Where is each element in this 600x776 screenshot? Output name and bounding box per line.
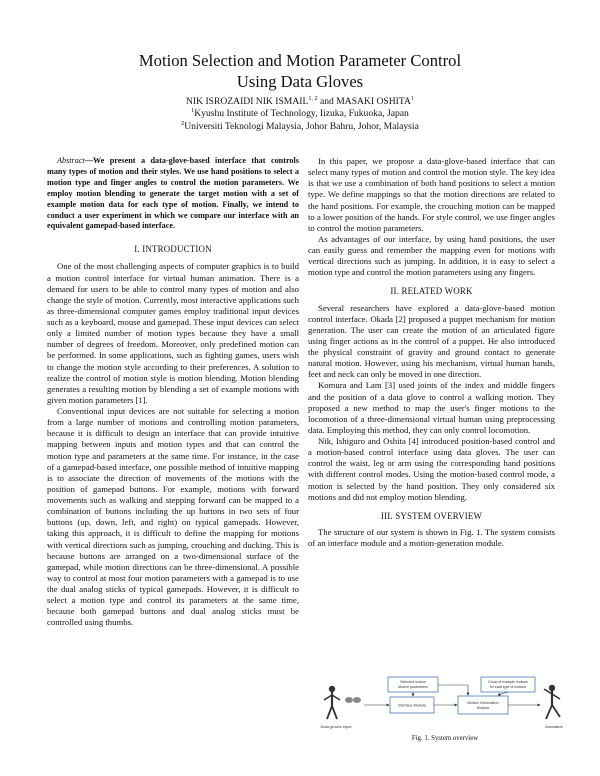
affiliation-1: $^1$Kyushu Institute of Technology, Iizuka, Fukuoka, Japan xyxy=(191,107,409,120)
author-2: MASAKI OSHITA xyxy=(336,96,411,107)
motion-generation-sub-label: Module xyxy=(476,706,490,710)
intro-paragraph-2: Conventional input devices are not suitable for selecting a motion from a large number of motions and controlling motion parameters, because it is difficult to design an interface that can provide intuitive mapping between inputs and motion types and that can control the motion type and parameters at the same time. For instance, in the case of a gamepad-based interface, one possible method of intuitive mapping is to associate the direction of movements of the motions with the position of gamepad buttons. For example, motions with forward movements such as walking and stepping forward can be mapped to a combination of buttons including the up buttons in two sets of four buttons (up, down, left, and right) on typical gamepads. However, taking this approach, it is difficult to define the mapping for motions with vertical directions such as jumping, crouching and ducking. This is because buttons are arranged on a two-dimensional surface of the gamepad, while motion directions can be three-dimensional. A possible way to control at most four motion parameters with a gamepad is to use the dual analog sticks of typical gamepads. However, it is difficult to select a motion type and control its parameters at the same time, because both gamepad buttons and dual analog sticks must be controlled using thumbs. xyxy=(47,406,299,628)
title-line-2: Using Data Gloves xyxy=(236,72,364,91)
motion-generation-label: Motion Generation xyxy=(467,701,499,705)
figure-caption: Fig. 1. System overview xyxy=(411,735,479,742)
author-1-affil: 1, 2 xyxy=(308,94,318,102)
abstract xyxy=(47,156,299,232)
system-paragraph-1: The structure of our system is shown in Fig. 1. The system consists of an interface module and a motion-generation module. xyxy=(308,526,555,548)
right-column xyxy=(308,156,555,549)
author-line xyxy=(0,96,600,108)
interface-module-label: Interface Module xyxy=(397,703,427,708)
section-heading-system-overview: III. SYSTEM OVERVIEW xyxy=(380,510,483,521)
author-2-affil: 1 xyxy=(410,94,414,102)
related-paragraph-1: Several researchers have explored a data-glove-based motion control interface. Okada [2] proposed a puppet mechanism for motion generation. The user can create the motion of an articulated figure using finger actions as in the control of a puppet. He also introduced the physical constraint of gravity and ground contact to generate natural motion. However, using his mechanism, virtual human hands, feet and neck can only be moved in one direction. xyxy=(308,302,555,380)
intro-paragraph-4: As advantages of our interface, by using hand positions, the user can easily guess and remember the mapping even for motions with vertical directions such as jumping. In addition, it is easy to select a motion type and control the motion parameters using any fingers. xyxy=(308,233,555,278)
section-heading-related-work: II. RELATED WORK xyxy=(390,286,473,297)
selected-motion-label: Selected motion xyxy=(400,680,426,684)
author-and: and xyxy=(317,96,337,107)
animation-label: Animation xyxy=(545,724,563,729)
intro-paragraph-3: In this paper, we propose a data-glove-based interface that can select many types of motion and control the motion style. The key idea is that we use a combination of both hand positions to select a motion type. We define mappings so that the motion directions are related to the hand positions. For example, the crouching motion can be mapped to a lower position of the hands. For style control, we use finger angles to control the motion parameters. xyxy=(308,156,555,233)
section-heading-introduction: I. INTRODUCTION xyxy=(134,244,212,255)
motion-generation-box xyxy=(458,696,508,714)
figure-system-overview xyxy=(318,675,572,731)
author-1: NIK ISROZAIDI NIK ISMAIL xyxy=(186,96,309,107)
intro-paragraph-1: One of the most challenging aspects of computer graphics is to build a motion control interface for virtual human animation. There is a demand for users to be able to control many types of motion and also change the style of motion. Currently, most interactive applications such as three-dimensional computer games employ traditional input devices such as a keyboard, mouse and gamepad. These input devices can select only a limited number of motion types because they have a small number of degrees of freedom. Moreover, only predefined motion can be performed. In some applications, such as fighting games, users wish to change the motion style according to their preferences. A solution to realize the control of motion style is motion blending. Motion blending generates a resulting motion by blending a set of example motions with given motion parameters [1]. xyxy=(47,261,299,405)
example-motions-sub-label: for each type of motions xyxy=(489,685,527,689)
motion-parameters-label: Motion parameters xyxy=(398,685,428,689)
abstract-text: —We present a data-glove-based interface that controls many types of motion and their styles. We use hand positions to select a motion type and finger angles to control the motion parameters. We employ motion blending to generate the target motion with a set of example motion data for each type of motion. Finally, we intend to conduct a user experiment in which we compare our interface with an equivalent gamepad-based interface. xyxy=(47,156,299,231)
related-paragraph-2: Komura and Lam [3] used joints of the index and middle fingers and the position of a data glove to control a walking motion. They proposed a new method to map the user's finger motions to the locomotion of a three-dimensional virtual human using preprocessing data. Employing this method, they can only control locomotion. xyxy=(308,380,555,435)
data-gloves-input-label: Data gloves input xyxy=(320,724,352,729)
related-paragraph-3: Nik, Ishiguro and Oshita [4] introduced position-based control and a motion-based control interface using data gloves. The user can control the waist, leg or arm using the corresponding hand positions with different control modes. Using the motion-based control mode, a motion is selected by the hand position. They only considered six motions and did not employ motion blending. xyxy=(308,436,555,502)
affiliation-2: $^2$Universiti Teknologi Malaysia, Johor Bahru, Johor, Malaysia xyxy=(181,119,419,132)
title-line-1: Motion Selection and Motion Parameter Control xyxy=(138,51,462,70)
left-column xyxy=(47,156,299,629)
paper-title xyxy=(0,50,600,92)
animation-figure-icon xyxy=(544,685,560,719)
example-motions-label: Group of example motions xyxy=(488,680,528,684)
author-block xyxy=(0,96,600,133)
input-figure-icon xyxy=(324,686,340,719)
abstract-label: Abstract xyxy=(57,156,85,165)
hand-glove-icons xyxy=(345,697,361,703)
